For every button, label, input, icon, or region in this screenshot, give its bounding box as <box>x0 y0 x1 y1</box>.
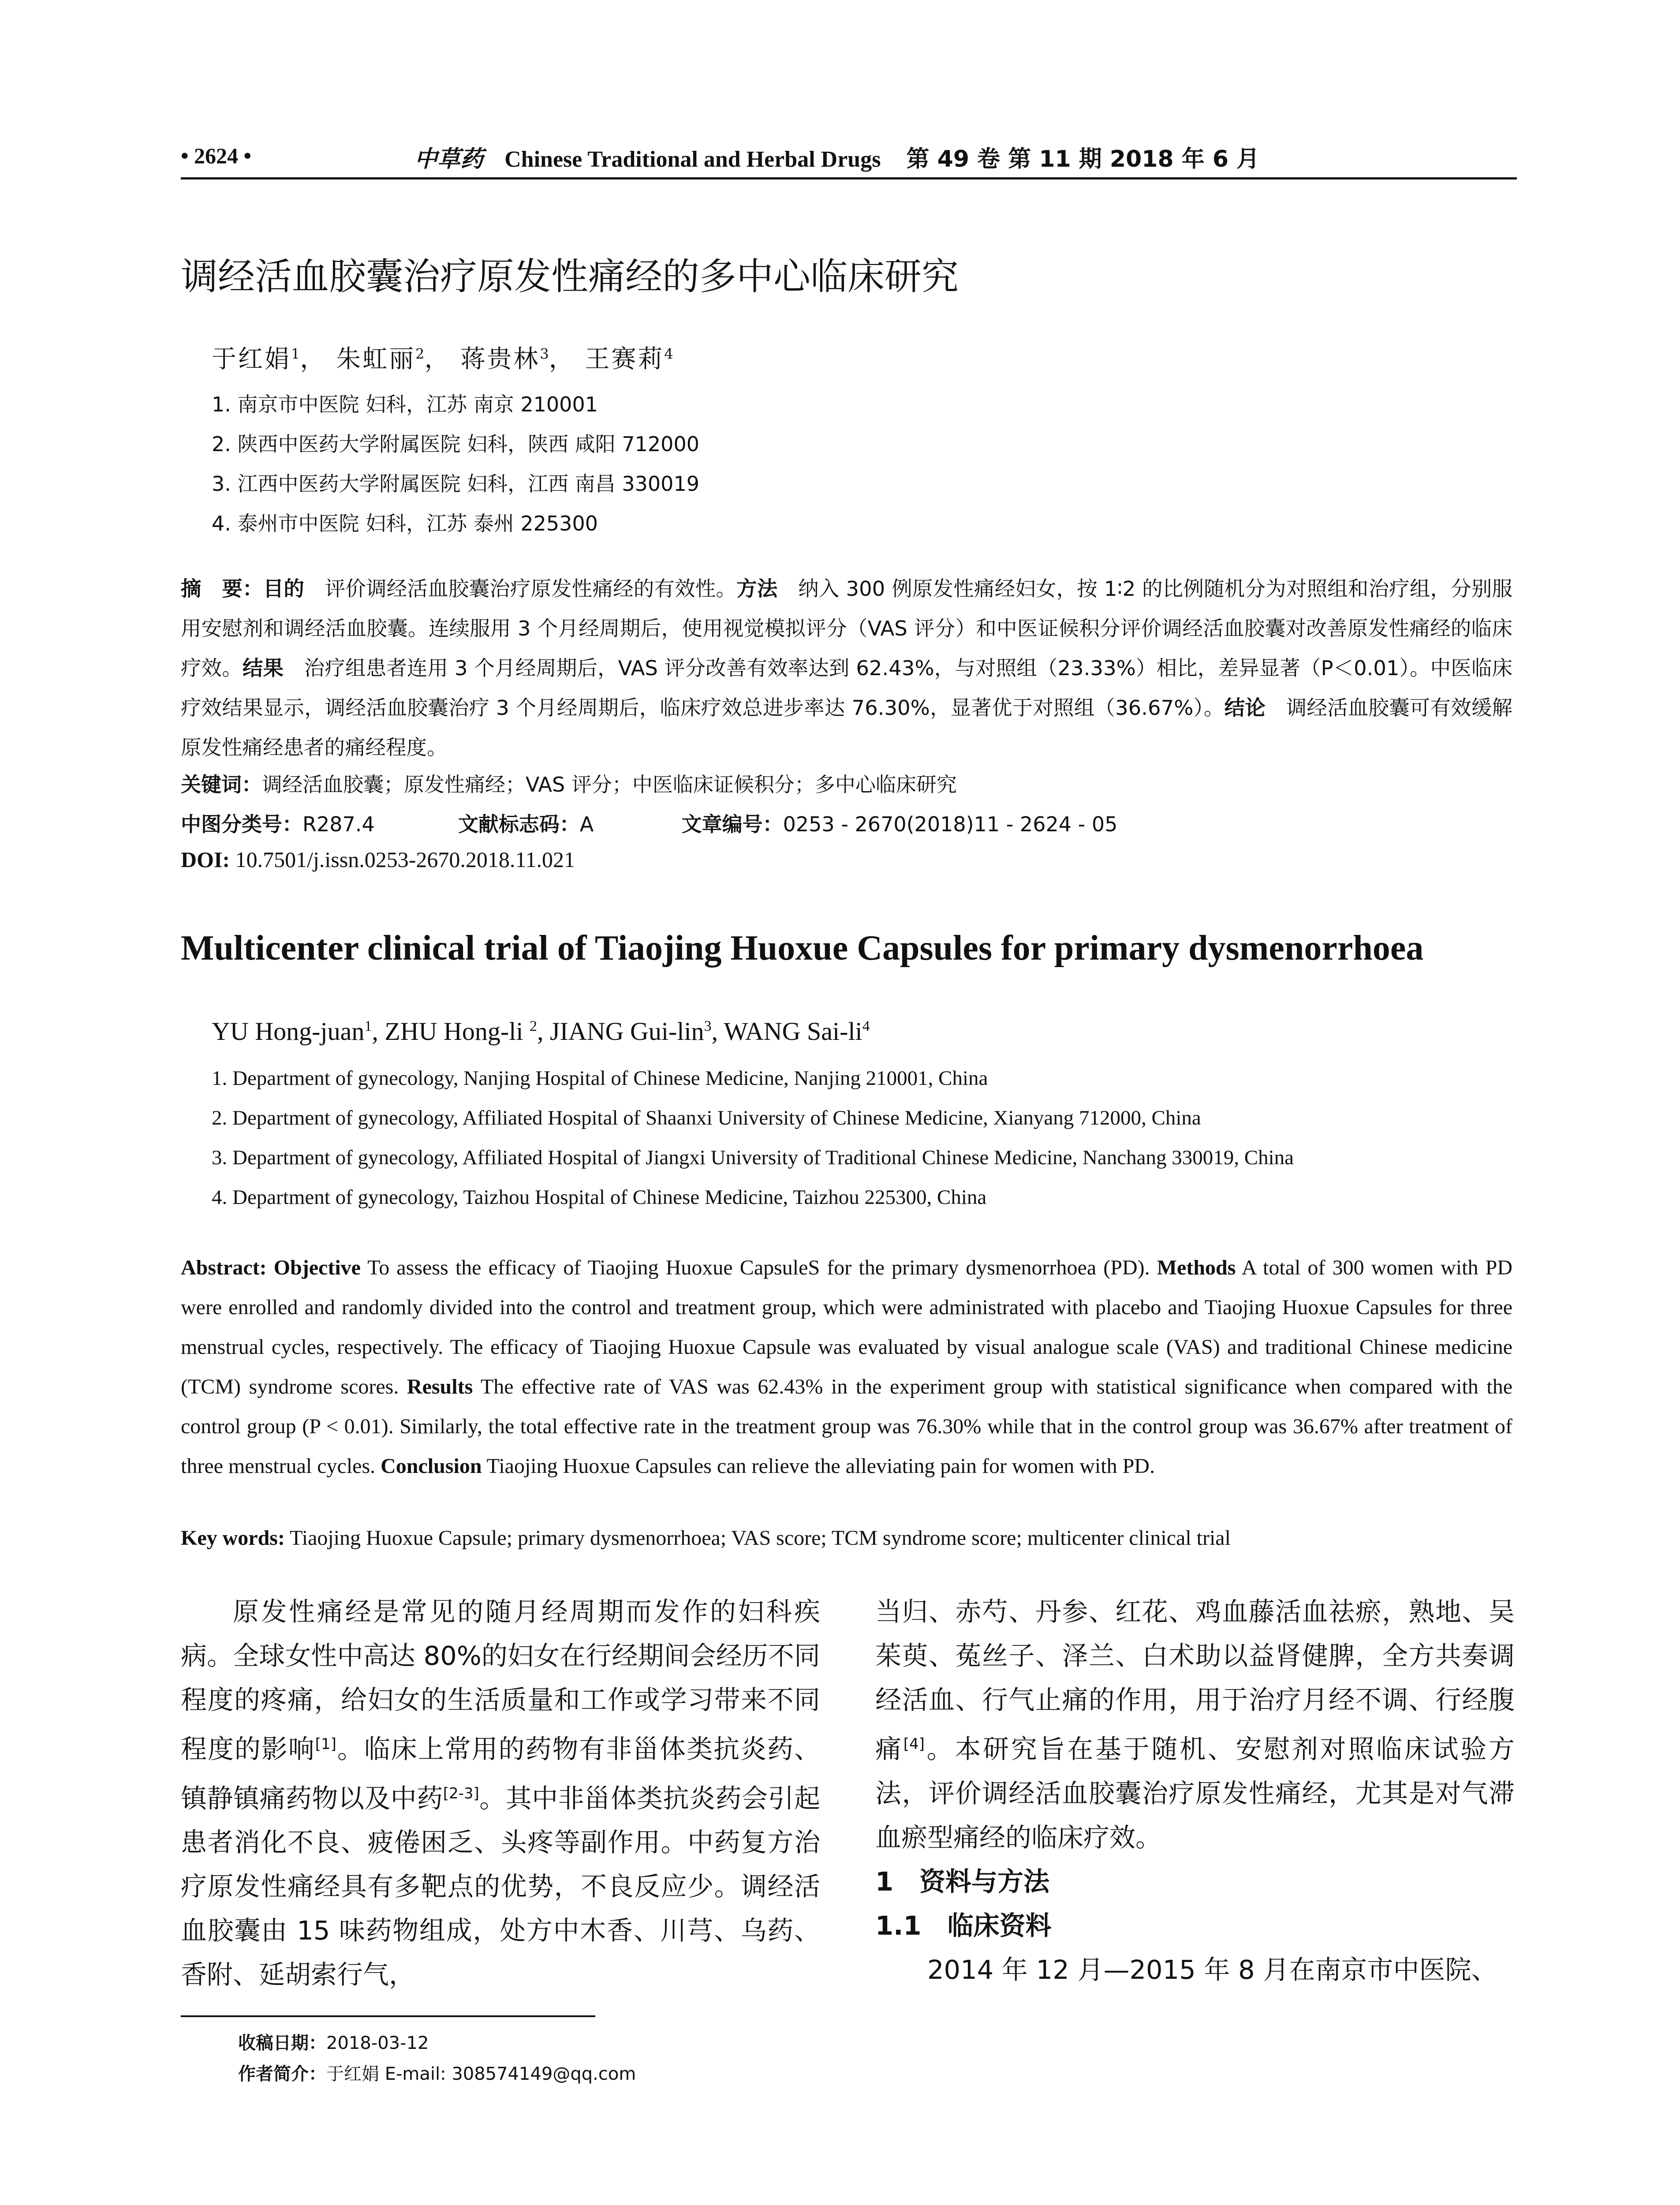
author-sep: , <box>711 1017 724 1046</box>
affiliation: 2. 陕西中医药大学附属医院 妇科，陕西 咸阳 712000 <box>212 432 699 456</box>
affiliation: 2. Department of gynecology, Affiliated Hospital of Shaanxi University of Chinese Medicine, Xianyang 712000, China <box>212 1106 1201 1129</box>
author-sep: , <box>537 1017 550 1046</box>
conclusion-label: 结论 <box>1224 696 1266 720</box>
citation: [2-3] <box>443 1784 479 1802</box>
methods-label: Methods <box>1157 1256 1236 1279</box>
methods-label: 方法 <box>736 577 778 601</box>
author-name: ZHU Hong-li <box>385 1017 530 1046</box>
objective-label: 目的 <box>263 577 305 601</box>
body-paragraph <box>875 1590 1515 1860</box>
methods-text: A total of 300 women with PD were enrolled and randomly divided into the control and treatment group, which were administrated with placebo and Tiaojing Huoxue Capsules for three menstrual cycles, respectively. The efficacy of Tiaojing Huoxue Capsule was evaluated by visual analogue scale (VAS) and traditional Chinese medicine (TCM) syndrome scores. <box>181 1256 1512 1398</box>
keywords-label: 关键词： <box>181 773 262 796</box>
author-sup: 1 <box>291 345 300 363</box>
author-name: 蒋贵林 <box>460 345 540 374</box>
body-paragraph <box>181 1590 820 1997</box>
abstract-label: Abstract: Objective <box>181 1256 361 1279</box>
journal-line <box>414 140 1259 173</box>
running-header <box>181 140 1504 180</box>
affiliation: 1. 南京市中医院 妇科，江苏 南京 210001 <box>212 392 598 416</box>
conclusion-text: 调经活血胶囊可有效缓解原发性痛经患者的痛经程度。 <box>181 696 1512 759</box>
journal-name-en: Chinese Traditional and Herbal Drugs <box>504 147 881 172</box>
abstract-cn <box>181 569 1512 767</box>
citation: [1] <box>315 1735 336 1753</box>
received-date <box>238 2028 636 2059</box>
author-sup: 4 <box>862 1018 870 1035</box>
section-heading: 1 资料与方法 <box>875 1866 1050 1897</box>
abstract-label: 摘 要： <box>181 577 263 601</box>
page-number: • 2624 • <box>181 143 252 168</box>
author-bio-label: 作者简介： <box>238 2064 326 2084</box>
affiliation: 4. 泰州市中医院 妇科，江苏 泰州 225300 <box>212 512 598 535</box>
author-bio <box>238 2059 636 2089</box>
footnotes <box>238 2028 636 2089</box>
authors-en <box>212 1017 870 1046</box>
objective-text: 评价调经活血胶囊治疗原发性痛经的有效性。 <box>304 577 737 601</box>
article-value: 0253 - 2670(2018)11 - 2624 - 05 <box>783 812 1118 836</box>
body-text: 。本研究旨在基于随机、安慰剂对照临床试验方法，评价调经活血胶囊治疗原发性痛经，尤其是对气滞血瘀型痛经的临床疗效。 <box>875 1734 1515 1853</box>
author-sup: 3 <box>540 345 549 363</box>
body-text: 。其中非甾体类抗炎药会引起患者消化不良、疲倦困乏、头疼等副作用。中药复方治疗原发性痛经具有多靶点的优势，不良反应少。调经活血胶囊由 15 味药物组成，处方中木香、川芎、乌药、香附、延胡索行气， <box>181 1783 820 1990</box>
doi-line <box>181 847 575 872</box>
author-name: WANG Sai-li <box>724 1017 862 1046</box>
author-sup: 4 <box>664 345 673 363</box>
author-name: 于红娟 <box>212 345 291 374</box>
author-sep: , <box>372 1017 385 1046</box>
doi-value: 10.7501/j.issn.0253-2670.2018.11.021 <box>230 847 575 872</box>
citation: [4] <box>903 1735 925 1753</box>
author-name: JIANG Gui-lin <box>549 1017 704 1046</box>
doi-label: DOI: <box>181 847 230 872</box>
body-column-left <box>181 1590 820 1997</box>
keywords-label: Key words: <box>181 1526 285 1550</box>
author-name: YU Hong-juan <box>212 1017 365 1046</box>
keywords-text: 调经活血胶囊；原发性痛经；VAS 评分；中医临床证候积分；多中心临床研究 <box>262 773 957 796</box>
author-name: 王赛莉 <box>585 345 665 374</box>
methods-text: 纳入 300 例原发性痛经妇女，按 1∶2 的比例随机分为对照组和治疗组，分别服用安慰剂和调经活血胶囊。连续服用 3 个月经周期后，使用视觉模拟评分（VAS 评分）和中医证候积分评价调经活血胶囊对改善原发性痛经的临床疗效。 <box>181 577 1513 680</box>
objective-text: To assess the efficacy of Tiaojing Huoxue CapsuleS for the primary dysmenorrhoea (PD). <box>360 1256 1157 1279</box>
keywords-cn <box>181 769 957 798</box>
header-rule <box>181 177 1517 179</box>
results-text: The effective rate of VAS was 62.43% in the experiment group with statistical significance when compared with the control group (P < 0.01). Similarly, the total effective rate in the treatment group was 76.30% while that in the control group was 36.67% after treatment of three menstrual cycles. <box>181 1375 1513 1478</box>
clc-label: 中图分类号： <box>181 812 302 836</box>
author-sup: 2 <box>529 1018 537 1035</box>
keywords-text: Tiaojing Huoxue Capsule; primary dysmenorrhoea; VAS score; TCM syndrome score; multicenter clinical trial <box>284 1526 1231 1550</box>
author-name: 朱虹丽 <box>336 345 416 374</box>
results-label: Results <box>407 1375 473 1398</box>
author-sep: ， <box>424 345 451 374</box>
article-label: 文章编号： <box>681 812 783 836</box>
conclusion-label: Conclusion <box>381 1454 482 1478</box>
keywords-en <box>181 1526 1231 1550</box>
title-en: Multicenter clinical trial of Tiaojing Huoxue Capsules for primary dysmenorrhoea <box>181 929 1424 968</box>
affiliation: 3. Department of gynecology, Affiliated Hospital of Jiangxi University of Traditional Chinese Medicine, Nanchang 330019, China <box>212 1146 1294 1169</box>
doc-label: 文献标志码： <box>458 812 580 836</box>
title-cn: 调经活血胶囊治疗原发性痛经的多中心临床研究 <box>181 255 959 298</box>
doc-value: A <box>579 812 594 836</box>
author-sup: 2 <box>415 345 425 363</box>
author-sup: 1 <box>364 1018 372 1035</box>
footnote-rule <box>181 2015 595 2017</box>
author-sep: ， <box>549 345 575 374</box>
affiliations-en <box>212 1058 1294 1217</box>
author-bio-value: 于红娟 E-mail: 308574149@qq.com <box>326 2064 636 2084</box>
abstract-en <box>181 1248 1512 1486</box>
body-paragraph: 2014 年 12 月—2015 年 8 月在南京市中医院、 <box>927 1954 1497 1985</box>
received-label: 收稿日期： <box>238 2033 326 2053</box>
affiliation: 3. 江西中医药大学附属医院 妇科，江西 南昌 330019 <box>212 472 699 496</box>
body-column-right <box>875 1590 1515 1992</box>
authors-cn <box>212 340 673 375</box>
body-text: 原发性痛经是常见的随月经周期而发作的妇科疾病。全球女性中高达 80%的妇女在行经期间会经历不同程度的疼痛，给妇女的生活质量和工作或学习带来不同程度的影响 <box>181 1596 820 1764</box>
body-text: 。临床上常用的药物有非甾体类抗炎药、镇静镇痛药物以及中药 <box>181 1734 820 1814</box>
author-sup: 3 <box>704 1018 712 1035</box>
author-sep: ， <box>300 345 327 374</box>
body-text: 当归、赤芍、丹参、红花、鸡血藤活血祛瘀，熟地、吴茱萸、菟丝子、泽兰、白术助以益肾健脾，全方共奏调经活血、行气止痛的作用，用于治疗月经不调、行经腹痛 <box>875 1596 1515 1764</box>
classification-line <box>181 808 1117 837</box>
subsection-heading: 1.1 临床资料 <box>875 1910 1052 1941</box>
affiliation: 4. Department of gynecology, Taizhou Hospital of Chinese Medicine, Taizhou 225300, China <box>212 1186 987 1209</box>
received-value: 2018-03-12 <box>326 2033 429 2053</box>
results-text: 治疗组患者连用 3 个月经周期后，VAS 评分改善有效率达到 62.43%，与对照组（23.33%）相比，差异显著（P＜0.01）。中医临床疗效结果显示，调经活血胶囊治疗 3 个月经周期后，临床疗效总进步率达 76.30%，显著优于对照组（36.67%）。 <box>181 656 1513 720</box>
affiliations-cn <box>212 385 699 543</box>
clc-value: R287.4 <box>302 812 375 836</box>
journal-name-cn: 中草药 <box>414 146 484 172</box>
affiliation: 1. Department of gynecology, Nanjing Hospital of Chinese Medicine, Nanjing 210001, China <box>212 1067 988 1090</box>
journal-volume: 第 49 卷 第 11 期 2018 年 6 月 <box>906 146 1260 172</box>
conclusion-text: Tiaojing Huoxue Capsules can relieve the alleviating pain for women with PD. <box>482 1454 1155 1478</box>
results-label: 结果 <box>242 656 284 680</box>
